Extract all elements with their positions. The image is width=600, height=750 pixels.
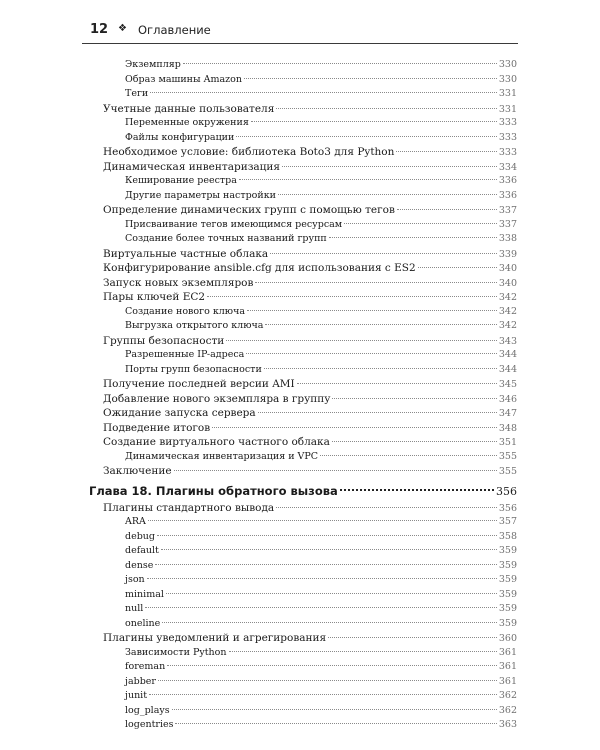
toc-entry[interactable]	[89, 515, 517, 530]
toc-entry-title: Ожидание запуска сервера	[103, 407, 256, 419]
dot-leader	[276, 108, 497, 109]
toc-entry-title: minimal	[125, 588, 164, 600]
toc-entry[interactable]	[89, 501, 517, 516]
toc-entry-title: Создание нового ключа	[125, 305, 246, 317]
toc-entry-title: foreman	[125, 661, 166, 672]
toc-entry-page: 334	[498, 161, 517, 173]
toc-entry-page: 344	[498, 349, 517, 360]
dot-leader	[258, 412, 497, 413]
toc-entry[interactable]	[89, 631, 517, 646]
toc-entry-title: dense	[125, 559, 154, 571]
toc-entry[interactable]	[89, 116, 517, 131]
dot-leader	[172, 709, 497, 710]
toc-entry-page: 340	[498, 263, 517, 274]
toc-entry-title: logentries	[125, 719, 174, 730]
toc-entry[interactable]	[89, 435, 517, 450]
dot-leader	[174, 470, 497, 471]
toc-entry-page: 363	[498, 719, 517, 730]
dot-leader	[340, 489, 494, 491]
toc-entry-page: 330	[498, 59, 517, 70]
toc-entry[interactable]	[89, 319, 517, 334]
toc-entry[interactable]	[89, 145, 517, 160]
toc-entry-page: 333	[498, 131, 517, 143]
toc-entry-title: Плагины уведомлений и агрегирования	[103, 632, 327, 644]
dot-leader	[255, 282, 496, 283]
toc-entry-page: 359	[498, 617, 517, 629]
toc-entry[interactable]	[89, 602, 517, 617]
dot-leader	[167, 665, 497, 666]
toc-entry[interactable]	[89, 102, 517, 117]
toc-entry-page: 355	[498, 450, 517, 462]
toc-entry-title: Получение последней версии AMI	[103, 378, 295, 390]
page-number: 12	[90, 22, 109, 37]
dot-leader	[251, 121, 497, 122]
toc-entry-title: Файлы конфигурации	[125, 131, 235, 143]
toc-entry-page: 342	[498, 305, 517, 317]
toc-entry-title: Динамическая инвентаризация и VPC	[125, 450, 319, 462]
toc-entry-page: 359	[498, 603, 517, 614]
dot-leader	[264, 368, 497, 369]
toc-entry-page: 330	[498, 73, 517, 85]
toc-entry-page: 333	[498, 147, 517, 158]
toc-entry[interactable]	[89, 174, 517, 189]
toc-entry[interactable]	[89, 73, 517, 88]
toc-entry[interactable]	[89, 160, 517, 175]
toc-entry-page: 361	[498, 675, 517, 687]
toc-entry[interactable]	[89, 189, 517, 204]
toc-entry-title: Переменные окружения	[125, 117, 249, 128]
toc-entry-page: 337	[498, 218, 517, 230]
dot-leader	[239, 179, 497, 180]
toc-entry-page: 348	[498, 422, 517, 434]
dot-leader	[282, 166, 497, 167]
toc-entry[interactable]	[89, 530, 517, 545]
toc-entry[interactable]	[89, 247, 517, 262]
toc-entry[interactable]	[89, 675, 517, 690]
dot-leader	[344, 223, 497, 224]
toc-entry-page: 342	[498, 320, 517, 331]
toc-entry-page: 358	[498, 530, 517, 542]
dot-leader	[226, 340, 497, 341]
toc-entry-title: Конфигурирование ansible.cfg для использования с ES2	[103, 262, 416, 274]
toc-entry[interactable]	[89, 232, 517, 247]
toc-entry-page: 344	[498, 363, 517, 375]
toc-entry-title: Пары ключей EC2	[103, 291, 206, 303]
toc-entry-page: 362	[498, 690, 517, 701]
toc-entry-title: Плагины стандартного вывода	[103, 501, 275, 514]
dot-leader	[332, 398, 496, 399]
toc-entry-page: 356	[498, 502, 517, 514]
toc-entry-title: Зависимости Python	[125, 646, 227, 658]
running-header	[82, 19, 518, 44]
toc-entry-page: 347	[498, 408, 517, 419]
toc-entry-title: debug	[125, 530, 155, 542]
toc-entry[interactable]	[89, 573, 517, 588]
dot-leader	[332, 441, 497, 442]
toc-entry-title: Глава 18. Плагины обратного вызова	[89, 483, 338, 498]
toc-entry-title: oneline	[125, 617, 161, 629]
toc-entry[interactable]	[89, 218, 517, 233]
toc-entry[interactable]	[89, 718, 517, 733]
toc-entry-page: 351	[498, 437, 517, 448]
toc-entry-title: Экземпляр	[125, 59, 181, 70]
toc-entry[interactable]	[89, 363, 517, 378]
toc-entry-title: Виртуальные частные облака	[103, 247, 269, 260]
dot-leader	[320, 455, 497, 456]
toc-entry-title: Добавление нового экземпляра в группу	[103, 392, 331, 405]
toc-entry-title: Выгрузка открытого ключа	[125, 320, 264, 331]
toc-entry-page: 355	[498, 466, 517, 477]
toc-entry-title: Образ машины Amazon	[125, 73, 242, 85]
toc-entry-page: 359	[498, 574, 517, 585]
toc-entry[interactable]	[89, 348, 517, 363]
toc-entry-page: 343	[498, 335, 517, 347]
toc-entry[interactable]	[89, 305, 517, 320]
table-of-contents	[89, 58, 517, 733]
toc-entry-title: Разрешенные IP-адреса	[125, 349, 245, 360]
toc-entry-title: jabber	[125, 675, 156, 687]
toc-entry-title: Порты групп безопасности	[125, 363, 262, 375]
dot-leader	[150, 92, 497, 93]
dot-leader	[276, 507, 497, 508]
dot-leader	[175, 723, 496, 724]
toc-entry[interactable]	[89, 261, 517, 276]
toc-entry-page: 346	[498, 393, 517, 405]
dot-leader	[265, 324, 496, 325]
dot-leader	[162, 622, 497, 623]
dot-leader	[418, 267, 497, 268]
dot-leader	[212, 427, 497, 428]
dot-leader	[397, 209, 497, 210]
toc-entry[interactable]	[89, 421, 517, 436]
toc-entry-page: 359	[498, 559, 517, 571]
toc-entry-title: json	[125, 574, 145, 585]
toc-entry-title: Присваивание тегов имеющимся ресурсам	[125, 218, 343, 230]
toc-entry-page: 336	[498, 175, 517, 186]
toc-entry-page: 360	[498, 633, 517, 644]
toc-entry-title: Необходимое условие: библиотека Boto3 для Python	[103, 146, 395, 158]
toc-entry-page: 361	[498, 661, 517, 672]
toc-entry-title: Запуск новых экземпляров	[103, 276, 254, 289]
toc-entry[interactable]	[89, 131, 517, 146]
toc-entry[interactable]	[89, 704, 517, 719]
toc-entry-page: 340	[498, 277, 517, 289]
dot-leader	[158, 680, 497, 681]
dot-leader	[157, 535, 497, 536]
dot-leader	[147, 578, 497, 579]
toc-entry[interactable]	[89, 58, 517, 73]
toc-entry[interactable]	[89, 544, 517, 559]
dot-leader	[244, 78, 497, 79]
toc-entry[interactable]	[89, 559, 517, 574]
toc-entry-page: 362	[498, 704, 517, 716]
toc-entry-title: log_plays	[125, 704, 170, 716]
toc-entry-page: 333	[498, 117, 517, 128]
dot-leader	[183, 63, 497, 64]
toc-entry[interactable]	[89, 334, 517, 349]
dot-leader	[247, 310, 497, 311]
running-title: Оглавление	[138, 23, 211, 37]
toc-entry[interactable]	[89, 689, 517, 704]
toc-entry-page: 339	[498, 248, 517, 260]
toc-entry-page: 356	[496, 484, 517, 498]
toc-entry-page: 361	[498, 646, 517, 658]
dot-leader	[278, 194, 497, 195]
toc-entry-title: Подведение итогов	[103, 421, 211, 434]
toc-entry[interactable]	[89, 646, 517, 661]
toc-entry-page: 331	[498, 103, 517, 115]
toc-entry-title: Определение динамических групп с помощью тегов	[103, 204, 395, 216]
toc-entry[interactable]	[89, 617, 517, 632]
dot-leader	[297, 383, 497, 384]
toc-entry-title: null	[125, 603, 144, 614]
toc-entry[interactable]	[89, 406, 517, 421]
dot-leader	[236, 136, 497, 137]
toc-entry-page: 357	[498, 516, 517, 527]
toc-chapter-entry[interactable]	[89, 481, 517, 501]
toc-entry[interactable]	[89, 377, 517, 392]
toc-entry-title: Динамическая инвентаризация	[103, 160, 281, 173]
dot-leader	[246, 353, 497, 354]
toc-entry-title: default	[125, 545, 159, 556]
toc-entry[interactable]	[89, 450, 517, 465]
toc-entry-title: ARA	[125, 516, 146, 527]
toc-entry[interactable]	[89, 276, 517, 291]
toc-entry-page: 331	[498, 88, 517, 99]
toc-entry[interactable]	[89, 290, 517, 305]
toc-entry-title: Теги	[125, 88, 149, 99]
toc-entry[interactable]	[89, 660, 517, 675]
toc-entry-page: 336	[498, 189, 517, 201]
toc-entry-title: Заключение	[103, 465, 172, 477]
toc-entry-title: Кеширование реестра	[125, 175, 237, 186]
dot-leader	[148, 520, 497, 521]
toc-entry[interactable]	[89, 203, 517, 218]
diamond-ornament-icon: ❖	[118, 23, 127, 34]
toc-entry-title: Группы безопасности	[103, 334, 225, 347]
toc-entry[interactable]	[89, 392, 517, 407]
toc-entry-title: Создание более точных названий групп	[125, 233, 327, 244]
dot-leader	[155, 564, 497, 565]
dot-leader	[396, 151, 496, 152]
toc-entry-page: 338	[498, 233, 517, 244]
toc-entry[interactable]	[89, 588, 517, 603]
toc-entry-page: 345	[498, 379, 517, 390]
toc-entry-page: 337	[498, 205, 517, 216]
dot-leader	[270, 253, 497, 254]
toc-entry-title: Учетные данные пользователя	[103, 102, 275, 115]
toc-entry-title: Другие параметры настройки	[125, 189, 276, 201]
toc-entry[interactable]	[89, 87, 517, 102]
dot-leader	[166, 593, 497, 594]
dot-leader	[329, 237, 497, 238]
dot-leader	[229, 651, 497, 652]
dot-leader	[149, 694, 497, 695]
toc-entry-title: Создание виртуального частного облака	[103, 436, 330, 448]
toc-entry-page: 342	[498, 292, 517, 303]
dot-leader	[145, 607, 497, 608]
dot-leader	[328, 637, 497, 638]
toc-entry-title: junit	[125, 690, 148, 701]
toc-entry[interactable]	[89, 464, 517, 479]
toc-entry-page: 359	[498, 545, 517, 556]
dot-leader	[161, 549, 497, 550]
toc-entry-page: 359	[498, 588, 517, 600]
dot-leader	[207, 296, 497, 297]
